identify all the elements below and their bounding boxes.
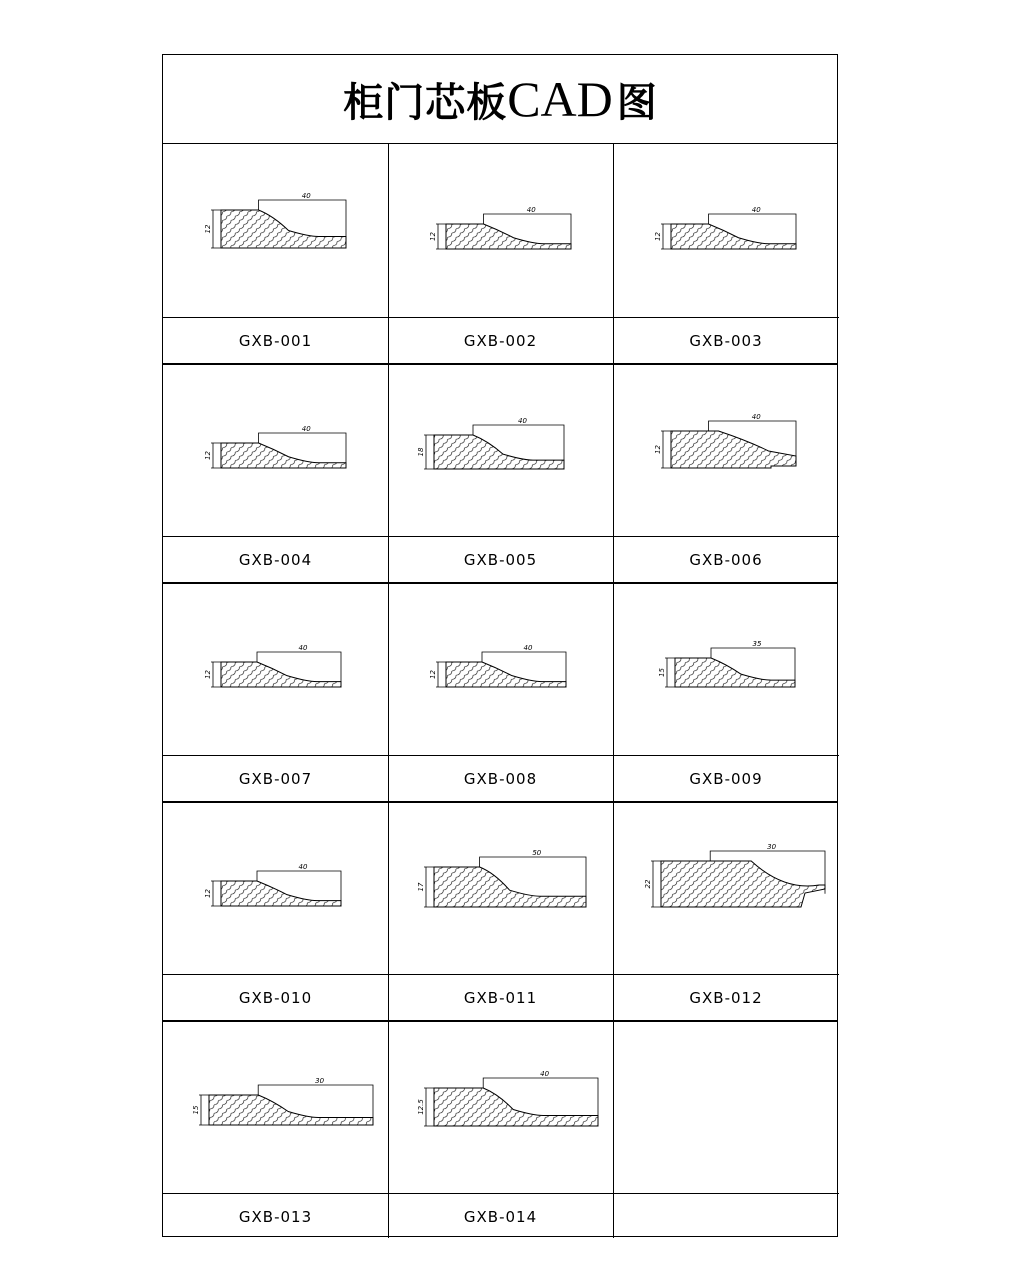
profile-drawing	[388, 144, 613, 318]
width-dimension-label: 50	[532, 849, 542, 857]
width-dimension-label: 35	[752, 640, 762, 648]
height-dimension-line	[424, 1088, 434, 1126]
height-dimension-line	[436, 224, 446, 249]
page-title-chinese: 柜门芯板	[343, 79, 508, 126]
profile-drawing	[163, 801, 388, 975]
profile-cell	[163, 363, 388, 582]
width-dimension-label: 40	[301, 425, 311, 433]
profile-cell	[613, 144, 839, 363]
height-dimension-label: 12	[204, 670, 212, 679]
profile-section	[434, 435, 564, 469]
title-row	[163, 55, 837, 144]
profile-code-label: GXB-010	[238, 988, 313, 1007]
profile-drawing	[613, 582, 839, 756]
profile-code-label: GXB-003	[689, 331, 763, 350]
profile-cell	[388, 582, 613, 801]
profile-cell	[388, 144, 613, 363]
profile-cell	[613, 582, 839, 801]
height-dimension-line	[651, 861, 661, 907]
profile-section	[446, 662, 566, 687]
profile-code-label: GXB-011	[463, 988, 538, 1007]
width-dimension-label: 40	[298, 863, 308, 871]
height-dimension-label: 12	[204, 224, 212, 234]
profile-section	[434, 867, 586, 907]
height-dimension-label: 12	[204, 889, 212, 898]
profile-drawing	[388, 363, 613, 537]
profile-code-label: GXB-008	[463, 769, 538, 788]
page-title-suffix: 图	[616, 79, 657, 126]
height-dimension-label: 12	[429, 232, 437, 241]
profile-section	[221, 210, 346, 248]
width-dimension-label: 40	[526, 206, 536, 214]
height-dimension-line	[211, 881, 221, 906]
row-divider	[163, 363, 837, 365]
profile-drawing	[388, 801, 613, 975]
profile-drawing-area	[163, 144, 388, 318]
height-dimension-label: 12	[204, 451, 212, 460]
width-dimension-label: 40	[298, 644, 308, 652]
profile-drawing-area	[388, 1020, 613, 1194]
profile-drawing-area	[163, 801, 388, 975]
profile-drawing	[613, 144, 839, 318]
profile-code-label: GXB-009	[689, 769, 763, 788]
profile-drawing	[388, 582, 613, 756]
height-dimension-label: 12	[654, 445, 662, 454]
page-title-latin: CAD	[507, 71, 613, 127]
profile-section	[221, 881, 341, 906]
profile-section	[661, 861, 825, 907]
row-divider	[163, 801, 837, 803]
height-dimension-line	[436, 662, 446, 687]
profile-drawing	[163, 144, 388, 318]
width-dimension-label: 40	[751, 206, 761, 214]
height-dimension-line	[211, 662, 221, 687]
row-divider	[163, 1020, 837, 1022]
height-dimension-label: 22	[644, 879, 652, 889]
profile-code-label: GXB-004	[238, 550, 313, 569]
profile-drawing-area	[163, 1020, 388, 1194]
width-dimension-label: 40	[751, 413, 761, 421]
width-dimension-label: 30	[315, 1077, 325, 1085]
profile-cell	[388, 363, 613, 582]
profile-cell	[388, 801, 613, 1020]
profile-code-label: GXB-005	[463, 550, 538, 569]
profile-drawing-area	[163, 363, 388, 537]
profile-drawing-area	[388, 582, 613, 756]
profile-drawing-area	[388, 363, 613, 537]
width-dimension-label: 30	[767, 843, 777, 851]
row-divider	[163, 582, 837, 584]
width-dimension-label: 40	[301, 192, 311, 200]
height-dimension-label: 15	[658, 668, 666, 677]
profile-drawing	[163, 582, 388, 756]
profile-drawing-area	[613, 582, 839, 756]
width-dimension-label: 40	[540, 1070, 550, 1078]
height-dimension-line	[424, 435, 434, 469]
height-dimension-line	[661, 224, 671, 249]
profile-cell	[613, 363, 839, 582]
profile-drawing	[388, 1020, 613, 1194]
profile-section	[675, 658, 795, 687]
height-dimension-label: 17	[417, 882, 425, 892]
profile-cell	[388, 1020, 613, 1239]
profile-drawing-area	[613, 144, 839, 318]
profile-drawing-area	[613, 363, 839, 537]
height-dimension-line	[211, 443, 221, 468]
height-dimension-label: 12	[654, 232, 662, 241]
profile-code-label	[613, 1194, 839, 1239]
profile-code-label: GXB-001	[238, 331, 313, 350]
profile-code-label: GXB-002	[463, 331, 538, 350]
height-dimension-label: 12.5	[417, 1099, 425, 1115]
empty-cell	[613, 1020, 839, 1239]
height-dimension-line	[665, 658, 675, 687]
profile-section	[671, 224, 796, 249]
profile-drawing-area	[613, 801, 839, 975]
height-dimension-line	[211, 210, 221, 248]
profile-drawing	[613, 801, 839, 975]
profile-cell	[163, 582, 388, 801]
profile-code-label: GXB-013	[238, 1207, 313, 1226]
profile-cell	[163, 1020, 388, 1239]
profile-section	[209, 1095, 373, 1125]
profile-code-label: GXB-006	[689, 550, 763, 569]
profile-cell	[163, 801, 388, 1020]
profile-drawing-area	[388, 144, 613, 318]
height-dimension-line	[424, 867, 434, 907]
height-dimension-line	[199, 1095, 209, 1125]
width-dimension-label: 40	[523, 644, 533, 652]
column-divider	[388, 144, 389, 1238]
profile-section	[446, 224, 571, 249]
profile-code-label: GXB-007	[238, 769, 313, 788]
profile-drawing-area	[388, 801, 613, 975]
profile-drawing	[163, 363, 388, 537]
profile-drawing	[613, 363, 839, 537]
column-divider	[613, 144, 614, 1238]
drawing-sheet	[162, 54, 838, 1237]
profile-drawing	[163, 1020, 388, 1194]
height-dimension-label: 15	[192, 1105, 200, 1115]
profile-code-label: GXB-014	[463, 1207, 538, 1226]
profile-drawing-area	[163, 582, 388, 756]
width-dimension-label: 40	[518, 417, 527, 425]
profile-code-label: GXB-012	[689, 988, 763, 1007]
profile-section	[221, 443, 346, 468]
profile-drawing-area	[613, 1020, 839, 1194]
profile-cell	[613, 801, 839, 1020]
profile-section	[434, 1088, 598, 1126]
height-dimension-label: 12	[429, 670, 437, 679]
profile-section	[671, 431, 796, 468]
height-dimension-line	[661, 431, 671, 468]
profile-section	[221, 662, 341, 687]
profile-cell	[163, 144, 388, 363]
height-dimension-label: 18	[417, 447, 425, 457]
